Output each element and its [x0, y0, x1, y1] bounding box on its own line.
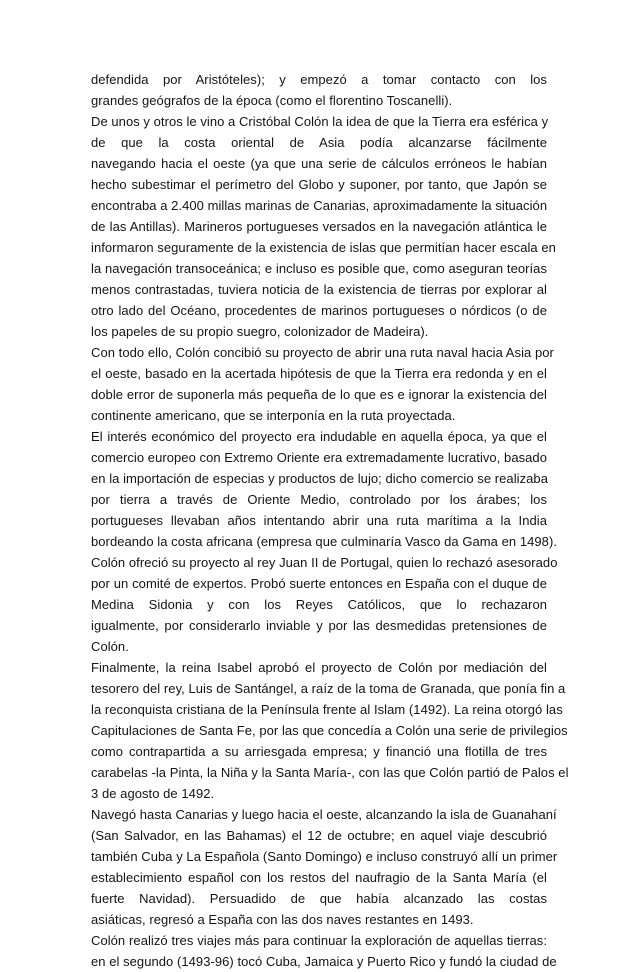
text-line: por tierra a través de Oriente Medio, controlado por los árabes; los	[91, 492, 547, 507]
text-line: establecimiento español con los restos del naufragio de la Santa María (el	[91, 870, 547, 885]
text-line: Medina Sidonia y con los Reyes Católicos, que lo rechazaron	[91, 597, 547, 612]
text-line: en la importación de especias y productos de lujo; dicho comercio se realizaba	[91, 471, 548, 486]
text-line: igualmente, por considerarlo inviable y por las desmedidas pretensiones de	[91, 618, 547, 633]
text-line: Capitulaciones de Santa Fe, por las que concedía a Colón una serie de privilegios	[91, 723, 568, 738]
text-line: Con todo ello, Colón concibió su proyecto de abrir una ruta naval hacia Asia por	[91, 345, 554, 360]
text-line: otro lado del Océano, procedentes de marinos portugueses o nórdicos (o de	[91, 303, 547, 318]
text-line: el oeste, basado en la acertada hipótesis de que la Tierra era redonda y en el	[91, 366, 547, 381]
text-line: Colón ofreció su proyecto al rey Juan II de Portugal, quien lo rechazó asesorado	[91, 555, 558, 570]
text-line: tesorero del rey, Luis de Santángel, a raíz de la toma de Granada, que ponía fin a	[91, 681, 566, 696]
text-line: asiáticas, regresó a España con las dos naves restantes en 1493.	[91, 912, 474, 927]
text-line: también Cuba y La Española (Santo Domingo) e incluso construyó allí un primer	[91, 849, 558, 864]
text-line: El interés económico del proyecto era indudable en aquella época, ya que el	[91, 429, 547, 444]
text-line: la navegación transoceánica; e incluso es posible que, como aseguran teorías	[91, 261, 547, 276]
text-line: navegando hacia el oeste (ya que una serie de cálculos erróneos le habían	[91, 156, 547, 171]
text-line: de que la costa oriental de Asia podía alcanzarse fácilmente	[91, 135, 547, 150]
text-line: 3 de agosto de 1492.	[91, 786, 215, 801]
text-line: encontraba a 2.400 millas marinas de Canarias, aproximadamente la situación	[91, 198, 548, 213]
text-line: carabelas -la Pinta, la Niña y la Santa María-, con las que Colón partió de Palos el	[91, 765, 569, 780]
text-line: (San Salvador, en las Bahamas) el 12 de octubre; en aquel viaje descubrió	[91, 828, 547, 843]
text-line: De unos y otros le vino a Cristóbal Colón la idea de que la Tierra era esférica y	[91, 114, 549, 129]
text-line: menos contrastadas, tuviera noticia de la existencia de tierras por explorar al	[91, 282, 547, 297]
text-line: grandes geógrafos de la época (como el florentino Toscanelli).	[91, 93, 453, 108]
text-line: por un comité de expertos. Probó suerte entonces en España con el duque de	[91, 576, 547, 591]
text-line: comercio europeo con Extremo Oriente era extremadamente lucrativo, basado	[91, 450, 547, 465]
text-line: fuerte Navidad). Persuadido de que había alcanzado las costas	[91, 891, 547, 906]
text-line: Colón.	[91, 639, 129, 654]
text-line: de las Antillas). Marineros portugueses versados en la navegación atlántica le	[91, 219, 547, 234]
text-line: como contrapartida a su arriesgada empresa; y financió una flotilla de tres	[91, 744, 547, 759]
text-line: Navegó hasta Canarias y luego hacia el oeste, alcanzando la isla de Guanahaní	[91, 807, 557, 822]
text-line: los papeles de su propio suegro, colonizador de Madeira).	[91, 324, 429, 339]
text-line: en el segundo (1493-96) tocó Cuba, Jamaica y Puerto Rico y fundó la ciudad de	[91, 954, 557, 969]
text-line: Colón realizó tres viajes más para continuar la exploración de aquellas tierras:	[91, 933, 547, 948]
text-line: Finalmente, la reina Isabel aprobó el proyecto de Colón por mediación del	[91, 660, 547, 675]
text-line: hecho subestimar el perímetro del Globo y suponer, por tanto, que Japón se	[91, 177, 547, 192]
text-line: continente americano, que se interponía en la ruta proyectada.	[91, 408, 456, 423]
text-line: la reconquista cristiana de la Península frente al Islam (1492). La reina otorgó las	[91, 702, 563, 717]
text-line: bordeando la costa africana (empresa que culminaría Vasco da Gama en 1498).	[91, 534, 557, 549]
text-line: portugueses llevaban años intentando abrir una ruta marítima a la India	[91, 513, 547, 528]
text-line: defendida por Aristóteles); y empezó a tomar contacto con los	[91, 72, 547, 87]
text-line: informaron seguramente de la existencia de islas que permitían hacer escala en	[91, 240, 556, 255]
body-text	[91, 69, 569, 972]
text-line: doble error de suponerla más pequeña de lo que es e ignorar la existencia del	[91, 387, 547, 402]
